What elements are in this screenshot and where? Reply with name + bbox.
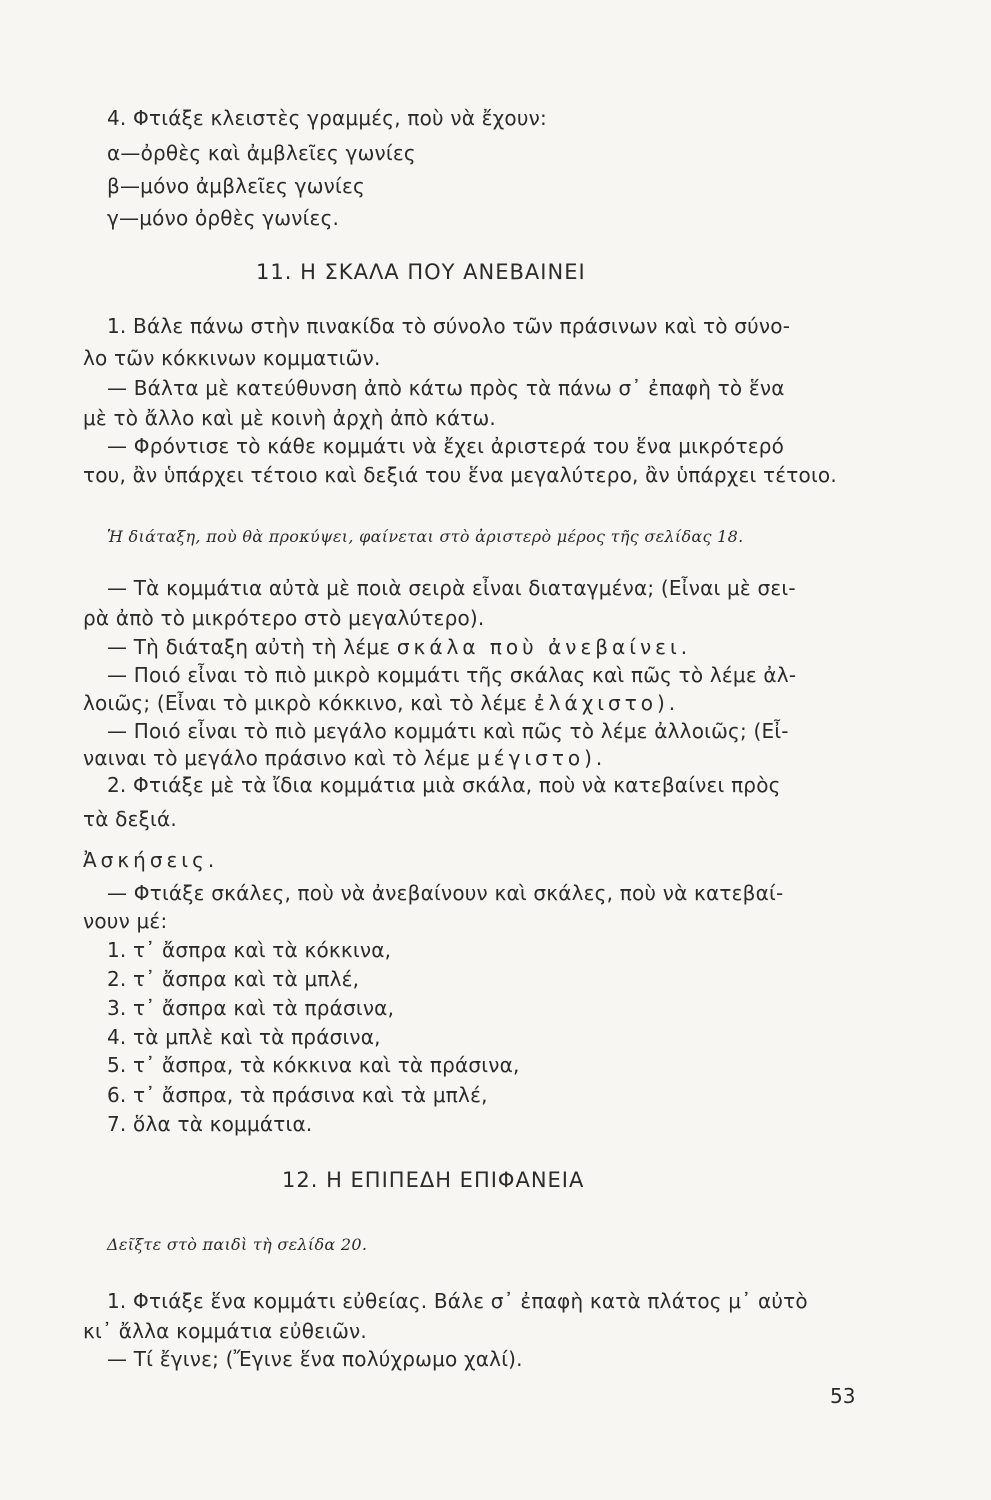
s11-p1-line5: — Φρόντισε τὸ κάθε κομμάτι νὰ ἔχει ἀριστερά του ἕνα μικρότερό: [107, 434, 785, 458]
s11-p1-line4: μὲ τὸ ἄλλο καὶ μὲ κοινὴ ἀρχὴ ἀπὸ κάτω.: [83, 406, 496, 430]
s11-p1-line6: του, ἂν ὑπάρχει τέτοιο καὶ δεξιά του ἕνα μεγαλύτερο, ἂν ὑπάρχει τέτοιο.: [83, 463, 837, 487]
s11-p2-line1: 2. Φτιάξε μὲ τὰ ἴδια κομμάτια μιὰ σκάλα, ποὺ νὰ κατεβαίνει πρὸς: [107, 773, 781, 797]
s11-q3-line1: — Ποιό εἶναι τὸ πιὸ μικρὸ κομμάτι τῆς σκάλας καὶ πῶς τὸ λέμε ἀλ-: [107, 663, 797, 687]
s11-q3-term: ἐλάχιστο).: [533, 691, 680, 715]
s11-p1-line1: 1. Βάλε πάνω στὴν πινακίδα τὸ σύνολο τῶν πράσινων καὶ τὸ σύνο-: [107, 314, 791, 338]
item4-a: α—ὀρθὲς καὶ ἀμβλεῖες γωνίες: [107, 141, 416, 165]
s11-p1-line2: λο τῶν κόκκινων κομματιῶν.: [83, 346, 381, 370]
s12-note: Δεῖξτε στὸ παιδὶ τὴ σελίδα 20.: [107, 1235, 368, 1254]
page-number: 53: [830, 1384, 856, 1408]
s11-q1-line1: — Τὰ κομμάτια αὐτὰ μὲ ποιὰ σειρὰ εἶναι διαταγμένα; (Εἶναι μὲ σει-: [107, 576, 796, 600]
s11-p1-line3: — Βάλτα μὲ κατεύθυνση ἀπὸ κάτω πρὸς τὰ πάνω σ᾽ ἐπαφὴ τὸ ἕνα: [107, 376, 785, 400]
exercises-title: Ἀσκήσεις.: [83, 848, 219, 872]
s11-p2-line2: τὰ δεξιά.: [83, 807, 177, 831]
s11-note: Ἡ διάταξη, ποὺ θὰ προκύψει, φαίνεται στὸ ἀριστερὸ μέρος τῆς σελίδας 18.: [107, 527, 744, 546]
section-12-heading: 12. Η ΕΠΙΠΕΔΗ ΕΠΙΦΑΝΕΙΑ: [282, 1168, 585, 1192]
exercise-item: 6. τ᾽ ἄσπρα, τὰ πράσινα καὶ τὰ μπλέ,: [107, 1083, 488, 1107]
exercises-line1: — Φτιάξε σκάλες, ποὺ νὰ ἀνεβαίνουν καὶ σκάλες, ποὺ νὰ κατεβαί-: [107, 881, 784, 905]
s11-q4-term: μέγιστο).: [477, 746, 607, 770]
s11-q4-line2: [83, 745, 606, 771]
exercise-item: 4. τὰ μπλὲ καὶ τὰ πράσινα,: [107, 1025, 381, 1049]
s11-q1-line2: ρὰ ἀπὸ τὸ μικρότερο στὸ μεγαλύτερο).: [83, 606, 485, 630]
item4-c: γ—μόνο ὀρθὲς γωνίες.: [107, 206, 340, 230]
exercise-item: 3. τ᾽ ἄσπρα καὶ τὰ πράσινα,: [107, 996, 395, 1020]
s12-p1-line1: 1. Φτιάξε ἕνα κομμάτι εὐθείας. Βάλε σ᾽ ἐπαφὴ κατὰ πλάτος μ᾽ αὐτὸ: [107, 1289, 808, 1313]
exercise-item: 2. τ᾽ ἄσπρα καὶ τὰ μπλέ,: [107, 967, 360, 991]
s11-q2-text: — Τὴ διάταξη αὐτὴ τὴ λέμε: [107, 635, 397, 659]
exercise-item: 1. τ᾽ ἄσπρα καὶ τὰ κόκκινα,: [107, 938, 392, 962]
exercises-line2: νουν μέ:: [83, 909, 168, 933]
s11-q3-text: λοιῶς; (Εἶναι τὸ μικρὸ κόκκινο, καὶ τὸ λέμε: [83, 691, 534, 715]
s12-q1: — Τί ἔγινε; (Ἔγινε ἕνα πολύχρωμο χαλί).: [107, 1347, 523, 1371]
section-11-heading: 11. Η ΣΚΑΛΑ ΠΟΥ ΑΝΕΒΑΙΝΕΙ: [256, 260, 586, 284]
item4-intro: 4. Φτιάξε κλειστὲς γραμμές, ποὺ νὰ ἔχουν:: [107, 106, 547, 130]
s11-q4-line1: — Ποιό εἶναι τὸ πιὸ μεγάλο κομμάτι καὶ πῶς τὸ λέμε ἀλλοιῶς; (Εἶ-: [107, 719, 789, 743]
s11-q3-line2: [83, 690, 679, 716]
s11-q2-term: σκάλα ποὺ ἀνεβαίνει.: [396, 635, 692, 659]
s11-q4-text: ναιναι τὸ μεγάλο πράσινο καὶ τὸ λέμε: [83, 746, 478, 770]
item4-b: β—μόνο ἀμβλεῖες γωνίες: [107, 174, 365, 198]
s11-q2: [107, 634, 691, 660]
exercise-item: 5. τ᾽ ἄσπρα, τὰ κόκκινα καὶ τὰ πράσινα,: [107, 1053, 520, 1077]
s12-p1-line2: κι᾽ ἄλλα κομμάτια εὐθειῶν.: [83, 1319, 367, 1343]
exercise-item: 7. ὅλα τὰ κομμάτια.: [107, 1112, 313, 1136]
